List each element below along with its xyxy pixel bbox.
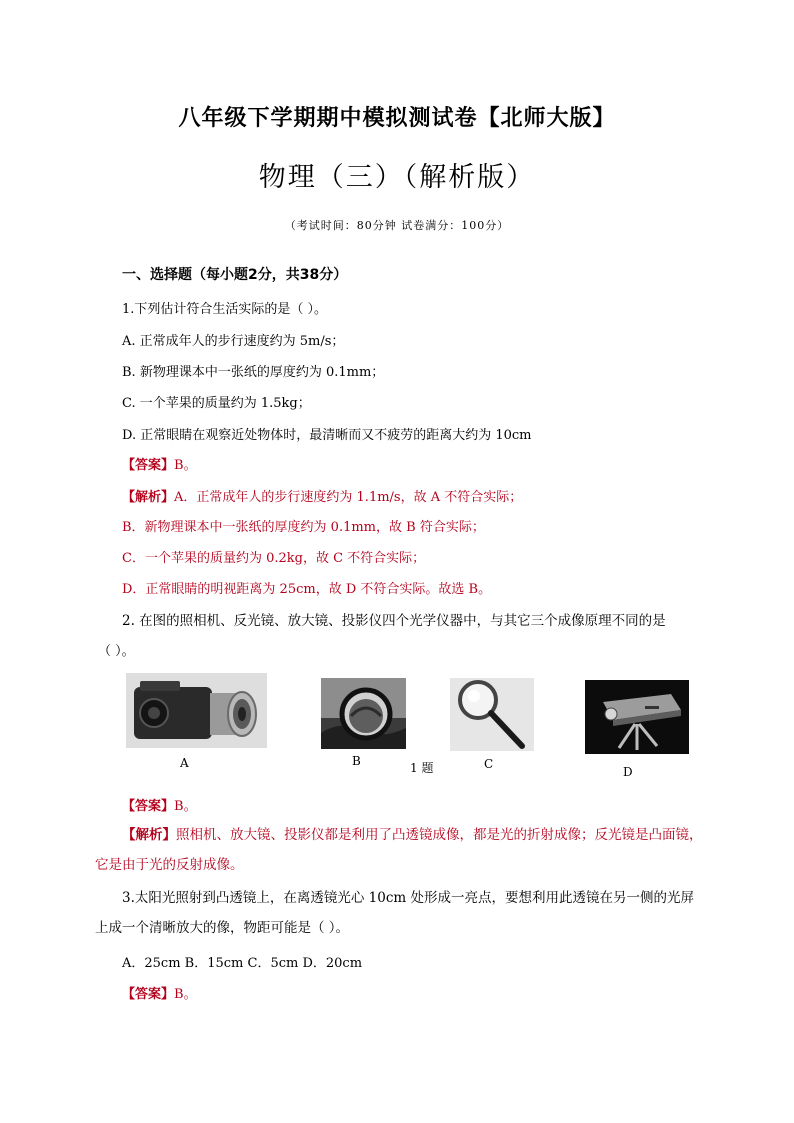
magnifier-image: [450, 678, 534, 751]
analysis-text: 照相机、放大镜、投影仪都是利用了凸透镜成像，都是光的折射成像；反光镜是凸面镜，它是由于光的反射成像。: [95, 827, 703, 873]
projector-image: [585, 680, 689, 754]
q1-analysis-a: [122, 486, 522, 505]
label-d: D: [623, 765, 633, 779]
camcorder-image: [126, 673, 267, 748]
q2-stem: 2. 在图的照相机、反光镜、放大镜、投影仪四个光学仪器中，与其它三个成像原理不同的是: [122, 613, 666, 629]
paper-title: 八年级下学期期中模拟测试卷【北师大版】: [178, 106, 616, 131]
q1-analysis-c: C．一个苹果的质量约为 0.2kg，故 C 不符合实际；: [122, 551, 426, 566]
paper-subtitle: 物理（三）（解析版）: [258, 162, 536, 193]
analysis-label: 【解析】: [122, 490, 175, 505]
q3-answer: [122, 983, 197, 1002]
analysis-label: 【解析】: [122, 827, 176, 843]
figure-caption: 1 题: [410, 761, 434, 775]
q1-option-b: B. 新物理课本中一张纸的厚度约为 0.1mm；: [122, 365, 385, 380]
q1-analysis-d: D．正常眼睛的明视距离为 25cm，故 D 不符合实际。故选 B。: [122, 582, 492, 597]
analysis-text: A．正常成年人的步行速度约为 1.1m/s，故 A 不符合实际；: [174, 490, 523, 505]
q1-option-a: A. 正常成年人的步行速度约为 5m/s；: [122, 334, 345, 349]
q1-option-c: C. 一个苹果的质量约为 1.5kg；: [122, 396, 311, 411]
label-b: B: [352, 754, 361, 768]
label-c: C: [484, 757, 494, 771]
section-heading: 一、选择题（每小题2分，共38分）: [122, 267, 348, 283]
exam-info: （考试时间：80分钟 试卷满分：100分）: [284, 219, 510, 232]
q3-stem: 3.太阳光照射到凸透镜上，在离透镜光心 10cm 处形成一亮点，要想利用此透镜在另一侧的光屏上成一个清晰放大的像，物距可能是（ ）。: [95, 890, 695, 936]
q2-answer: [122, 795, 197, 814]
answer-label: 【答案】: [122, 799, 175, 814]
answer-value: B。: [174, 458, 197, 473]
answer-value: B。: [174, 987, 197, 1002]
convex-mirror-image: [321, 678, 406, 749]
answer-label: 【答案】: [122, 458, 175, 473]
q3-options: A．25cm B．15cm C．5cm D．20cm: [122, 956, 363, 971]
answer-value: B。: [174, 799, 197, 814]
label-a: A: [180, 756, 189, 770]
q1-analysis-b: B．新物理课本中一张纸的厚度约为 0.1mm，故 B 符合实际；: [122, 520, 485, 535]
q1-option-d: D. 正常眼睛在观察近处物体时，最清晰而又不疲劳的距离大约为 10cm: [122, 428, 532, 443]
q1-stem: 1.下列估计符合生活实际的是（ ）。: [122, 302, 328, 317]
q2-stem-cont: （ ）。: [98, 644, 135, 659]
answer-label: 【答案】: [122, 987, 175, 1002]
q2-analysis: [95, 820, 703, 880]
q1-answer: [122, 454, 197, 473]
